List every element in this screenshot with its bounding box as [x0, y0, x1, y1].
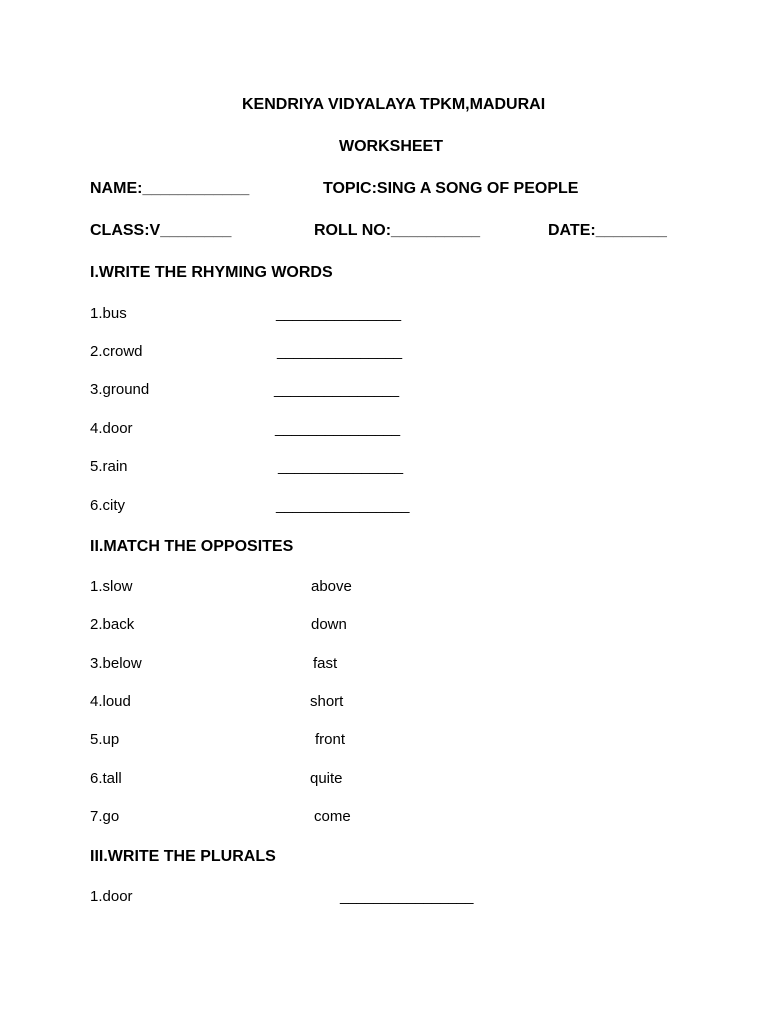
rhyme-blank: _______________	[276, 305, 402, 322]
section-heading-rhyming: I.WRITE THE RHYMING WORDS	[90, 264, 333, 281]
rhyme-blank: _______________	[275, 420, 401, 437]
opposite-word: 2.back	[90, 616, 135, 633]
opposite-match: come	[314, 808, 351, 825]
plural-word: 1.door	[90, 888, 133, 905]
rhyme-word: 4.door	[90, 420, 133, 437]
opposite-match: short	[310, 693, 344, 710]
rhyme-blank: _______________	[274, 381, 400, 398]
rhyme-word: 5.rain	[90, 458, 128, 475]
opposite-word: 6.tall	[90, 770, 122, 787]
school-title: KENDRIYA VIDYALAYA TPKM,MADURAI	[242, 96, 546, 113]
plural-blank: ________________	[340, 888, 474, 905]
rhyme-blank: _______________	[278, 458, 404, 475]
rhyme-word: 6.city	[90, 497, 126, 514]
opposite-word: 4.loud	[90, 693, 131, 710]
opposite-word: 3.below	[90, 655, 142, 672]
worksheet-title: WORKSHEET	[339, 138, 443, 155]
rhyme-word: 3.ground	[90, 381, 150, 398]
rhyme-blank: ________________	[276, 497, 410, 514]
roll-no-field: ROLL NO:__________	[314, 222, 481, 239]
topic-label: TOPIC:SING A SONG OF PEOPLE	[323, 180, 579, 197]
opposite-word: 7.go	[90, 808, 120, 825]
opposite-match: front	[315, 731, 346, 748]
section-heading-plurals: III.WRITE THE PLURALS	[90, 848, 276, 865]
section-heading-opposites: II.MATCH THE OPPOSITES	[90, 538, 294, 555]
opposite-match: fast	[313, 655, 338, 672]
rhyme-word: 1.bus	[90, 305, 127, 322]
name-field: NAME:____________	[90, 180, 250, 197]
opposite-word: 5.up	[90, 731, 120, 748]
rhyme-blank: _______________	[277, 343, 403, 360]
opposite-match: quite	[310, 770, 343, 787]
opposite-word: 1.slow	[90, 578, 133, 595]
class-field: CLASS:V________	[90, 222, 232, 239]
opposite-match: down	[311, 616, 347, 633]
date-field: DATE:________	[548, 222, 667, 239]
rhyme-word: 2.crowd	[90, 343, 143, 360]
opposite-match: above	[311, 578, 352, 595]
